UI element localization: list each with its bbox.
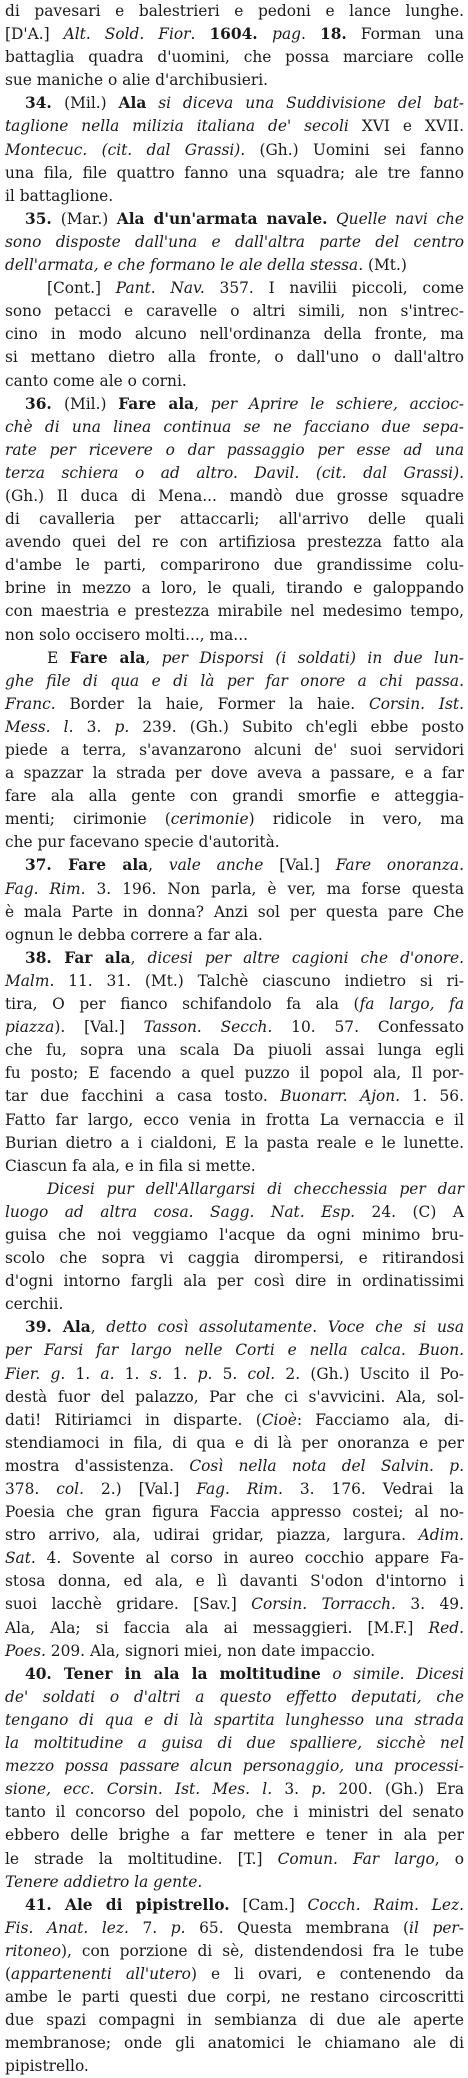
text-run: ,: [130, 948, 148, 967]
text-run: 7.: [128, 1918, 171, 1937]
text-run: canto come ale o corni.: [5, 371, 187, 390]
text-run: tanto il concorso del popolo, che i ministri del senato: [5, 1803, 464, 1822]
text-run: Ala d'un'armata navale.: [116, 209, 328, 228]
text-line: [5, 1547, 464, 1570]
text-run: Tasson. Secch.: [143, 1018, 273, 1037]
text-run: ritoneo: [5, 1941, 62, 1960]
text-run: Alt. Sold. Fior: [63, 25, 191, 44]
text-run: sono disposte dall'una e dall'altra parte del centro: [5, 232, 464, 251]
text-line: [5, 1039, 464, 1062]
text-run: XVI e XVII.: [348, 117, 464, 136]
text-run: chè di una linea continua se ne facciano due sepa-: [5, 417, 464, 436]
text-line: [5, 670, 464, 693]
text-run: 209. Ala, signori miei, non date impaccio.: [45, 1641, 376, 1660]
text-run: scolo che sopra vi caggia dirompersi, e ritirandosi: [5, 1249, 464, 1268]
text-run: 357. I navilii piccoli, come: [204, 279, 465, 298]
text-run: Ala: [118, 94, 147, 113]
text-run: p.: [197, 1364, 213, 1383]
text-line: [5, 1824, 464, 1847]
text-line: [5, 2032, 464, 2055]
text-run: d'ambe le parti, comparirono due grandissime colu-: [5, 556, 464, 575]
text-run: terza schiera o ad altro. Davil. (cit. dal Grassi).: [5, 463, 464, 482]
text-run: 1. 56.: [400, 1087, 464, 1106]
text-line: [5, 1778, 464, 1801]
text-run: tira, O per fianco schifandolo fa ala (: [5, 995, 360, 1014]
text-line: [5, 231, 464, 254]
text-run: p.: [311, 1780, 327, 1799]
text-run: Poes.: [5, 1641, 46, 1660]
text-run: ghe file di qua e di là per far onore a chi passa.: [5, 671, 464, 690]
text-run: per Disporsi (i soldati) in due lun-: [161, 648, 464, 667]
text-line: [5, 1085, 464, 1108]
text-run: Comun. Far largo: [277, 1849, 435, 1868]
text-run: piazza: [5, 1018, 55, 1037]
text-run: a spazzar la strada per dove aveva a passare, e a far: [5, 764, 464, 783]
text-run: una fila, file quattro fanno una squadra; ale tre fanno: [5, 163, 464, 182]
text-run: Fare onoranza.: [335, 856, 464, 875]
text-line: [5, 1339, 464, 1362]
text-run: Red.: [428, 1618, 464, 1637]
text-line: [5, 185, 464, 208]
text-run: col.: [56, 1480, 84, 1498]
text-run: Sat.: [5, 1549, 36, 1568]
text-line: [5, 46, 464, 69]
text-run: taglione nella milizia italiana de' secoli: [5, 117, 349, 136]
text-run: non solo occisero molti..., ma...: [5, 625, 248, 644]
text-run: 3. 176. Vedrai la: [282, 1480, 464, 1498]
text-line: [5, 1963, 464, 1986]
text-run: [Val.]: [263, 856, 336, 875]
text-line: [5, 624, 464, 647]
text-line: [5, 693, 464, 716]
text-run: Tenere addietro la gente.: [5, 1872, 203, 1891]
text-run: .: [190, 25, 210, 44]
text-run: Fier. g.: [5, 1364, 66, 1383]
text-run: s.: [149, 1364, 163, 1383]
text-run: 36.: [25, 394, 64, 413]
text-line: [5, 1455, 464, 1478]
text-run: dicesi per altre cagioni che d'onore.: [147, 948, 464, 967]
text-line: [5, 1848, 464, 1871]
text-line: [5, 739, 464, 762]
text-line: [5, 0, 464, 23]
text-run: tengano di qua e di là spartita lunghesso una strada: [5, 1710, 464, 1729]
text-run: menti; cirimonie (: [5, 810, 171, 829]
text-run: 1.: [162, 1364, 198, 1383]
text-line: [5, 1940, 464, 1963]
text-line: [5, 647, 464, 670]
text-run: (Gh.): [245, 140, 313, 159]
text-run: 200. (Gh.) Era: [326, 1780, 465, 1799]
text-run: 41.: [25, 1895, 65, 1914]
text-line: [5, 1986, 464, 2009]
text-run: ognun le debba correre a far ala.: [5, 925, 263, 944]
text-line: [5, 1316, 464, 1339]
text-run: di cavalleria per attaccarli; all'arrivo delle quali: [5, 510, 464, 529]
text-line: [5, 1917, 464, 1940]
text-run: de' soldati o d'altri a questo effetto deputati, che: [5, 1687, 464, 1706]
text-run: 35.: [25, 209, 61, 228]
text-run: 2.) [Val.]: [83, 1480, 197, 1498]
text-run: (Mt.): [363, 256, 407, 275]
text-run: : Facciamo ala, di-: [296, 1410, 464, 1429]
text-run: Adim.: [418, 1526, 464, 1545]
text-line: [5, 577, 464, 600]
text-run: sue maniche o alie d'archibusieri.: [5, 71, 269, 90]
text-run: fare ala alla gente con grandi smorfie e atteggia-: [5, 787, 464, 806]
text-line: [5, 2009, 464, 2032]
text-run: 239. (Gh.) Subito ch'egli ebbe posto: [129, 717, 465, 736]
text-run: Fag. Rim.: [5, 879, 86, 898]
text-run: la moltitudine a guisa di due spalliere, sicchè nel: [5, 1734, 464, 1753]
text-run: 1.: [65, 1364, 101, 1383]
text-run: ), con porzione di sè, distendendosi fra le tube: [61, 1941, 464, 1960]
text-line: [5, 1270, 464, 1293]
text-run: ). [Val.]: [54, 1018, 144, 1037]
text-run: suoi lacchè gridare. [Sav.]: [5, 1595, 252, 1614]
text-run: membranose; onde gli anatomici le chiamano ale di: [5, 2034, 464, 2053]
text-run: sione, ecc. Corsin. Ist. Mes. l.: [5, 1780, 273, 1799]
text-run: vale anche: [168, 856, 264, 875]
text-line: [5, 370, 464, 393]
text-line: [5, 1016, 464, 1039]
text-run: brine in mezzo a loro, le quali, tirando e galoppando: [5, 579, 464, 598]
text-run: Fare ala: [118, 394, 195, 413]
text-run: Fag. Rim.: [196, 1480, 283, 1498]
text-line: [5, 2055, 464, 2078]
text-run: 2. (Gh.) Uscito il Po-: [275, 1364, 465, 1383]
text-run: Poesia che gran figura Faccia appresso costei; al no-: [5, 1503, 464, 1522]
text-run: Ala: [62, 1318, 91, 1337]
text-line: [5, 92, 464, 115]
text-run: 39.: [25, 1318, 63, 1337]
text-run: detto così assolutamente. Voce che si usa: [106, 1318, 464, 1337]
text-run: [Cam.]: [229, 1895, 308, 1914]
text-line: [5, 878, 464, 901]
text-run: (Mil.): [63, 394, 119, 413]
text-run: Border la haie, Former la haie.: [55, 694, 369, 713]
text-run: p.: [114, 717, 130, 736]
text-run: [Cont.]: [47, 279, 116, 298]
text-line: [5, 993, 464, 1016]
text-run: 24. (C) A: [355, 1202, 464, 1221]
text-line: [5, 254, 464, 277]
text-run: o simile. Dicesi: [320, 1664, 465, 1683]
text-line: [5, 1755, 464, 1778]
text-line: [5, 439, 464, 462]
text-run: che fu, sopra una scala Da piuoli assai lunga egli: [5, 1041, 464, 1060]
text-run: Pant. Nav.: [115, 279, 205, 298]
text-run: dell'armata, e che formano le ale della stessa.: [5, 256, 364, 275]
text-run: Dicesi pur dell'Allargarsi di checchessia per dar: [47, 1179, 464, 1198]
text-run: ,: [145, 648, 162, 667]
text-line: [5, 947, 464, 970]
text-run: ) e li ovari, e contenendo da: [190, 1964, 464, 1983]
text-line: [5, 1386, 464, 1409]
text-run: 1.: [114, 1364, 150, 1383]
text-run: Ala, Ala; si faccia ala ai messaggieri. [M.F.]: [5, 1618, 429, 1637]
text-run: Tener in ala la moltitudine: [63, 1664, 321, 1683]
text-line: [5, 139, 464, 162]
text-run: 34.: [25, 94, 65, 113]
text-run: 378.: [5, 1480, 57, 1498]
text-run: ,: [90, 1318, 107, 1337]
text-run: ,: [194, 394, 211, 413]
text-run: per Aprire le schiere, accioc-: [210, 394, 464, 413]
text-line: [5, 785, 464, 808]
text-run: Mess. l.: [5, 717, 74, 736]
text-run: per Farsi far largo nelle Corti e nella calca. Buon.: [5, 1341, 464, 1360]
text-run: 1604.: [209, 25, 273, 44]
text-line: [5, 1293, 464, 1316]
text-run: Uomini sei fanno: [312, 140, 465, 159]
text-run: .: [301, 25, 320, 44]
text-run: è mala Parte in donna? Anzi sol per questa pare Che: [5, 902, 464, 921]
text-run: 65. Questa membrana (: [185, 1918, 410, 1937]
text-line: [5, 1155, 464, 1178]
text-line: [5, 115, 464, 138]
text-run: si mettano dietro alla fronte, o dall'uno o dall'altro: [5, 348, 464, 367]
text-run: 37.: [25, 856, 69, 875]
text-run: con maestria e prestezza mirabile nel medesimo tempo,: [5, 602, 464, 621]
text-line: [5, 1501, 464, 1524]
text-run: Cioè: [261, 1410, 297, 1429]
text-run: 3.: [73, 717, 115, 736]
text-line: [5, 1178, 464, 1201]
text-run: Cocch. Raim. Lez.: [307, 1895, 464, 1914]
text-run: (: [5, 1964, 12, 1983]
text-line: [5, 808, 464, 831]
text-run: mostra d'assistenza.: [5, 1456, 190, 1475]
text-run: Malm.: [5, 971, 55, 990]
text-run: ambe le parti questi due corpi, ne restano circoscritti: [5, 1988, 464, 2007]
text-run: cerchii.: [5, 1295, 64, 1314]
text-line: [5, 1871, 464, 1894]
text-run: ,: [148, 856, 169, 875]
text-line: [5, 1432, 464, 1455]
text-run: [D'A.]: [5, 25, 64, 44]
text-line: [5, 393, 464, 416]
text-line: [5, 831, 464, 854]
text-run: Buonarr. Ajon.: [280, 1087, 401, 1106]
text-run: il battaglione.: [5, 186, 114, 205]
text-run: Ciascun fa ala, e in fila si mette.: [5, 1156, 256, 1175]
text-run: a.: [100, 1364, 115, 1383]
text-line: [5, 1132, 464, 1155]
text-run: Fis. Anat. lez.: [5, 1918, 129, 1937]
text-run: pipistrello.: [5, 2057, 89, 2076]
text-run: fa largo, fa: [359, 995, 465, 1014]
text-run: 4. Sovente al corso in aureo cocchio appare Fa-: [35, 1549, 464, 1568]
text-run: stosa donna, ed ala, e lì davanti S'odon d'intorno i: [5, 1572, 464, 1591]
text-line: [5, 208, 464, 231]
text-run: E: [47, 648, 70, 667]
text-run: 11. 31. (Mt.) Talchè ciascuno indietro si ri-: [54, 971, 464, 990]
text-line: [5, 69, 464, 92]
text-line: [5, 854, 464, 877]
text-line: [5, 1663, 464, 1686]
text-run: Burian dietro a i cialdoni, E la pasta reale e le lunette.: [5, 1133, 464, 1152]
text-run: d'ogni intorno fargli ala per così dire in ordinatissimi: [5, 1272, 464, 1291]
text-run: rate per ricevere o dar passaggio per esse ad una: [5, 440, 464, 459]
text-line: [5, 1640, 464, 1663]
text-line: [5, 1062, 464, 1085]
text-line: [5, 762, 464, 785]
text-run: Corsin. Ist.: [369, 694, 464, 713]
text-line: [5, 1478, 464, 1501]
text-line: [5, 716, 464, 739]
text-run: 3. 49.: [395, 1595, 464, 1614]
text-run: 3. 196. Non parla, è ver, ma forse questa: [85, 879, 464, 898]
text-line: [5, 554, 464, 577]
text-line: [5, 1570, 464, 1593]
text-line: [5, 970, 464, 993]
text-run: col.: [247, 1364, 276, 1383]
text-run: 10. 57. Confessato: [272, 1018, 465, 1037]
text-run: battaglia quadra d'uomini, che possa marciare colle: [5, 48, 464, 67]
text-run: fu posto; E facendo a quel puzzo il popol ala, Il por-: [5, 1064, 464, 1083]
text-line: [5, 1201, 464, 1224]
text-run: Forman una: [346, 25, 464, 44]
text-run: dati! Ritiriamci in disparte. (: [5, 1410, 262, 1429]
text-run: sono petacci e caravelle o altri simili, non s'intrec-: [5, 302, 464, 321]
text-run: guisa che noi veggiamo l'acque da ogni minimo bru-: [5, 1225, 464, 1244]
text-line: [5, 1709, 464, 1732]
text-line: [5, 1593, 464, 1616]
text-run: p.: [170, 1918, 186, 1937]
text-run: si diceva una Suddivisione del bat-: [146, 94, 464, 113]
text-run: di pavesari e balestrieri e pedoni e lance lunghe.: [5, 2, 464, 20]
text-run: tar due facchini a casa tosto.: [5, 1087, 281, 1106]
text-run: Corsin. Torracch.: [251, 1595, 396, 1614]
text-run: 3.: [272, 1780, 312, 1799]
text-run: Fare ala: [68, 856, 149, 875]
text-line: [5, 1363, 464, 1386]
text-line: [5, 1686, 464, 1709]
text-line: [5, 1409, 464, 1432]
text-line: [5, 1617, 464, 1640]
text-run: 5.: [212, 1364, 248, 1383]
text-line: [5, 924, 464, 947]
text-run: Fare ala: [69, 648, 146, 667]
text-line: [5, 1247, 464, 1270]
text-line: [5, 162, 464, 185]
text-run: pag: [272, 25, 302, 44]
text-line: [5, 277, 464, 300]
text-line: [5, 1224, 464, 1247]
text-line: [5, 323, 464, 346]
text-line: [5, 1524, 464, 1547]
text-run: destà fuor del palazzo, Par che ci s'avvicini. Ala, sol-: [5, 1387, 464, 1406]
text-run: Così nella nota del Salvin. p.: [189, 1456, 464, 1475]
text-line: [5, 346, 464, 369]
text-line: [5, 508, 464, 531]
text-run: mezzo possa passare alcun personaggio, una processi-: [5, 1757, 464, 1776]
text-run: 38.: [25, 948, 65, 967]
text-line: [5, 23, 464, 46]
text-line: [5, 416, 464, 439]
text-run: ) ridicole in vero, ma: [248, 810, 465, 829]
text-run: Franc.: [5, 694, 56, 713]
text-run: Far ala: [64, 948, 131, 967]
text-run: luogo ad altra cosa. Sagg. Nat. Esp.: [5, 1202, 356, 1221]
text-line: [5, 300, 464, 323]
text-run: (Gh.): [5, 486, 57, 505]
text-run: stendiamoci in fila, di qua e di là per onoranza e per: [5, 1433, 464, 1452]
text-line: [5, 600, 464, 623]
text-line: [5, 462, 464, 485]
text-line: [5, 485, 464, 508]
text-run: , o: [434, 1849, 464, 1868]
text-run: Quelle navi che: [327, 209, 464, 228]
text-run: appartenenti all'utero: [11, 1964, 191, 1983]
text-line: [5, 901, 464, 924]
text-run: (Mar.): [60, 209, 117, 228]
text-run: Ale di pipistrello.: [65, 1895, 230, 1914]
text-run: Fatto far largo, ecco venia in frotta La vernaccia e il: [5, 1110, 464, 1129]
text-line: [5, 1894, 464, 1917]
text-line: [5, 1732, 464, 1755]
text-run: stro arrivo, ala, udirai gridar, piazza, largura.: [5, 1526, 419, 1545]
text-run: cerimonie: [170, 810, 249, 829]
text-run: avendo quei del re con artifiziosa prestezza fatto ala: [5, 533, 464, 552]
text-run: 18.: [319, 25, 347, 44]
text-run: cino in modo alcuno nell'ordinanza della fronte, ma: [5, 325, 464, 344]
text-line: [5, 1109, 464, 1132]
text-run: il per-: [409, 1918, 464, 1937]
text-line: [5, 1801, 464, 1824]
text-run: (Mil.): [64, 94, 119, 113]
text-line: [5, 531, 464, 554]
text-run: 40.: [25, 1664, 64, 1683]
text-run: due spazi compagni in sembianza di due ale aperte: [5, 2011, 464, 2030]
text-run: le strade la moltitudine. [T.]: [5, 1849, 278, 1868]
text-run: Montecuc. (cit. dal Grassi).: [5, 140, 246, 159]
text-run: piede a terra, s'avanzarono alcuni de' suoi servidori: [5, 741, 464, 759]
text-run: che pur facevano specie d'autorità.: [5, 833, 280, 852]
text-run: Il duca di Mena... mandò due grosse squadre: [56, 486, 464, 505]
text-run: ebbero delle brighe a far mettere e tener in ala per: [5, 1826, 464, 1845]
